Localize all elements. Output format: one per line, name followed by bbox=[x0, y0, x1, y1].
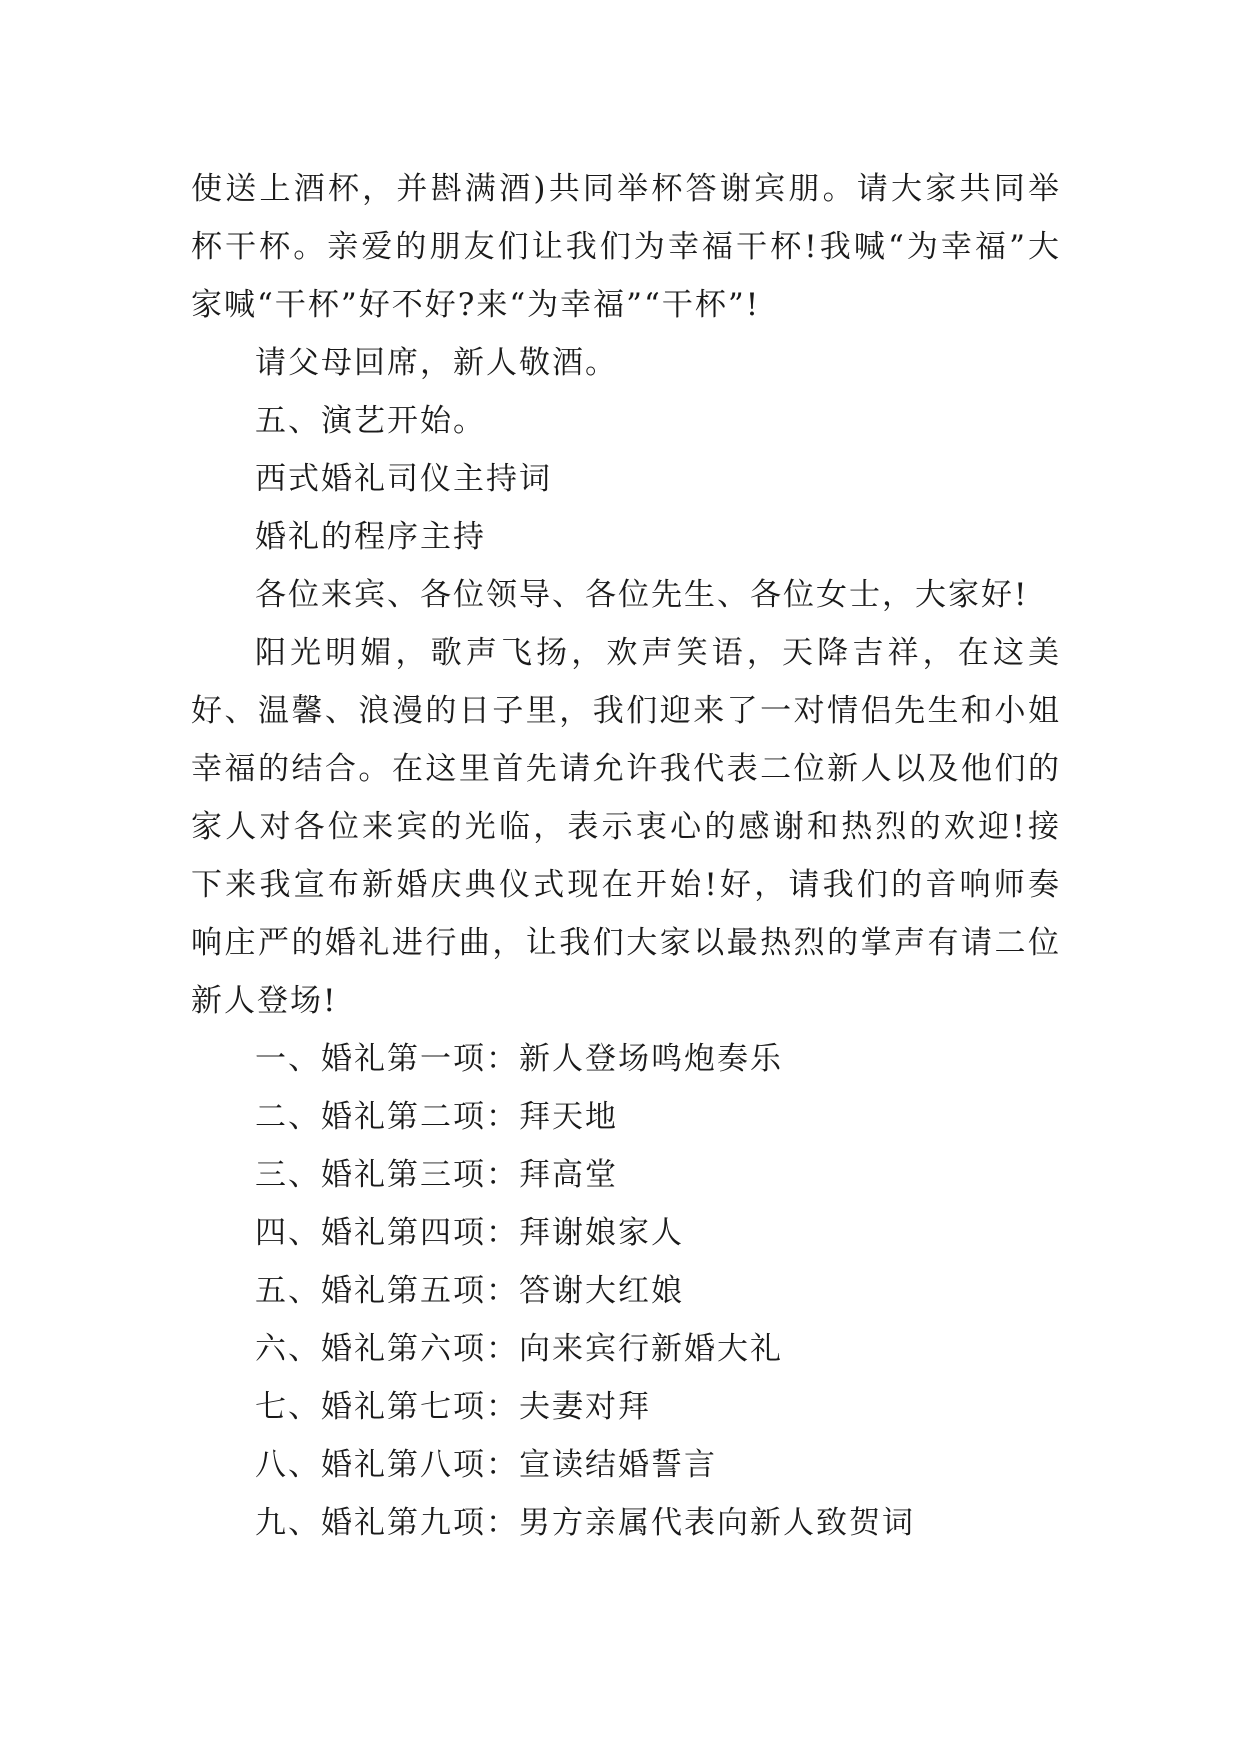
paragraph-parents-return: 请父母回席，新人敬酒。 bbox=[255, 345, 618, 381]
program-item: 六、婚礼第六项：向来宾行新婚大礼 bbox=[255, 1331, 783, 1367]
program-item: 一、婚礼第一项：新人登场鸣炮奏乐 bbox=[255, 1041, 783, 1077]
program-item: 四、婚礼第四项：拜谢娘家人 bbox=[255, 1215, 684, 1251]
program-item: 五、婚礼第五项：答谢大红娘 bbox=[255, 1273, 684, 1309]
program-item: 二、婚礼第二项：拜天地 bbox=[255, 1099, 618, 1135]
paragraph-toast: 使送上酒杯，并斟满酒)共同举杯答谢宾朋。请大家共同举杯干杯。亲爱的朋友们让我们为幸福干杯!我喊“为幸福”大家喊“干杯”好不好?来“为幸福”“干杯”! bbox=[191, 171, 1061, 323]
program-item: 八、婚礼第八项：宣读结婚誓言 bbox=[255, 1447, 717, 1483]
paragraph-greeting: 各位来宾、各位领导、各位先生、各位女士，大家好! bbox=[255, 577, 1029, 613]
section-heading-western-wedding: 西式婚礼司仪主持词 bbox=[255, 461, 552, 497]
paragraph-opening-speech: 阳光明媚，歌声飞扬，欢声笑语，天降吉祥，在这美好、温馨、浪漫的日子里，我们迎来了一对情侣先生和小姐幸福的结合。在这里首先请允许我代表二位新人以及他们的家人对各位来宾的光临，表示衷心的感谢和热烈的欢迎!接下来我宣布新婚庆典仪式现在开始!好，请我们的音响师奏响庄严的婚礼进行曲，让我们大家以最热烈的掌声有请二位新人登场! bbox=[191, 635, 1061, 1019]
section-subheading-program: 婚礼的程序主持 bbox=[255, 519, 486, 555]
paragraph-performance-start: 五、演艺开始。 bbox=[255, 403, 486, 439]
program-item: 三、婚礼第三项：拜高堂 bbox=[255, 1157, 618, 1193]
program-item-list bbox=[191, 1030, 1061, 1552]
program-item: 七、婚礼第七项：夫妻对拜 bbox=[255, 1389, 651, 1425]
program-item: 九、婚礼第九项：男方亲属代表向新人致贺词 bbox=[255, 1505, 915, 1541]
document-body bbox=[191, 160, 1061, 1552]
